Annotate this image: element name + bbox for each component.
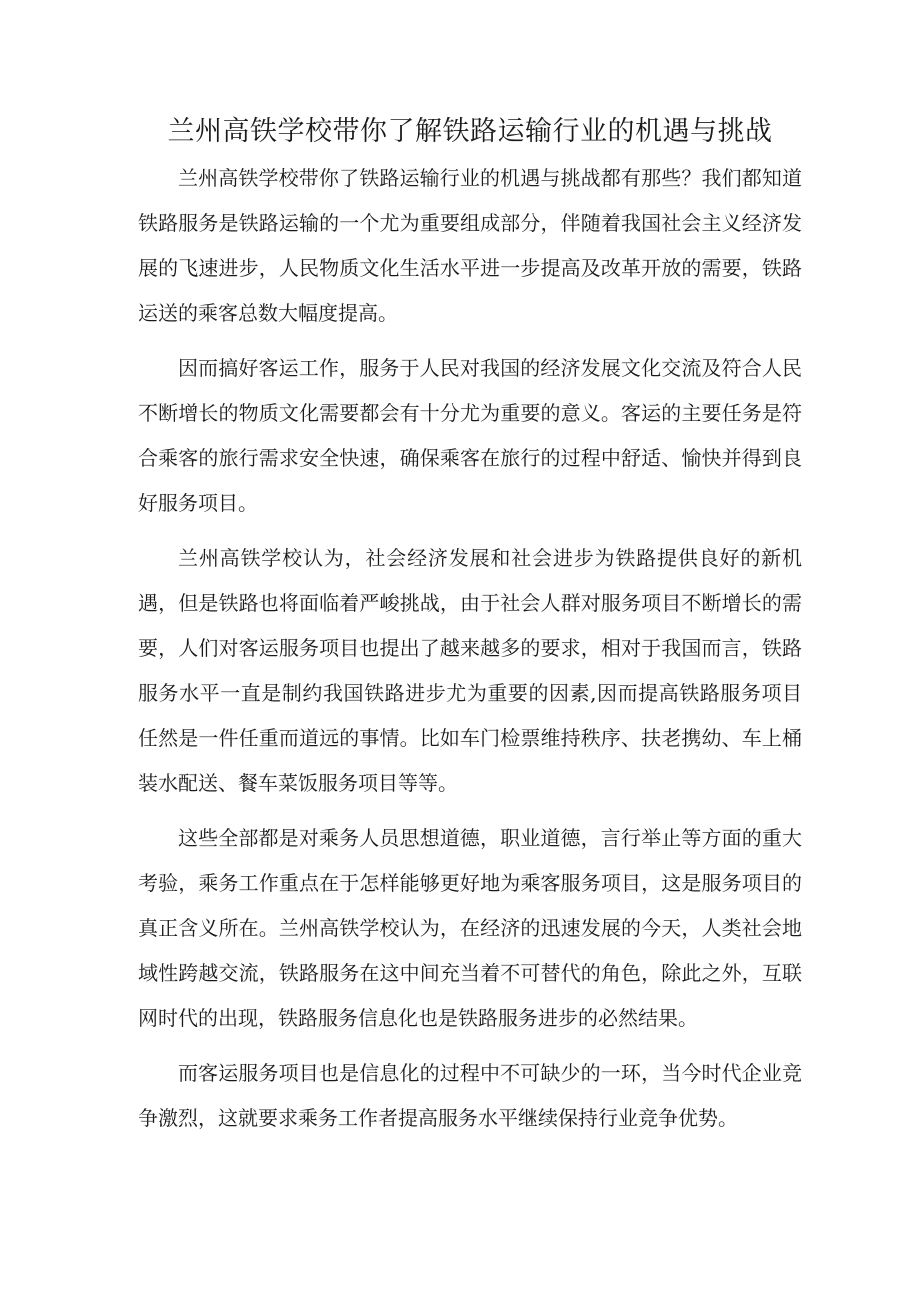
- paragraph-2: 因而搞好客运工作，服务于人民对我国的经济发展文化交流及符合人民不断增长的物质文化需要都会有十分尤为重要的意义。客运的主要任务是符合乘客的旅行需求安全快速，确保乘客在旅行的过程中舒适、愉快并得到良好服务项目。: [138, 356, 802, 515]
- paragraph-1: 兰州高铁学校带你了铁路运输行业的机遇与挑战都有那些？我们都知道铁路服务是铁路运输的一个尤为重要组成部分，伴随着我国社会主义经济发展的飞速进步，人民物质文化生活水平进一步提高及改革开放的需要，铁路运送的乘客总数大幅度提高。: [138, 166, 802, 325]
- paragraph-3: 兰州高铁学校认为，社会经济发展和社会进步为铁路提供良好的新机遇，但是铁路也将面临着严峻挑战，由于社会人群对服务项目不断增长的需要，人们对客运服务项目也提出了越来越多的要求，相对于我国而言，铁路服务水平一直是制约我国铁路进步尤为重要的因素,因而提高铁路服务项目任然是一件任重而道远的事情。比如车门检票维持秩序、扶老携幼、车上桶装水配送、餐车菜饭服务项目等等。: [138, 546, 802, 795]
- document-title: 兰州高铁学校带你了解铁路运输行业的机遇与挑战: [167, 116, 773, 147]
- document-page: [138, 112, 802, 1151]
- paragraph-5: 而客运服务项目也是信息化的过程中不可缺少的一环，当今时代企业竞争激烈，这就要求乘务工作者提高服务水平继续保持行业竞争优势。: [138, 1061, 802, 1130]
- paragraph-4: 这些全部都是对乘务人员思想道德，职业道德，言行举止等方面的重大考验，乘务工作重点在于怎样能够更好地为乘客服务项目，这是服务项目的真正含义所在。兰州高铁学校认为，在经济的迅速发展的今天，人类社会地域性跨越交流，铁路服务在这中间充当着不可替代的角色，除此之外，互联网时代的出现，铁路服务信息化也是铁路服务进步的必然结果。: [138, 826, 802, 1030]
